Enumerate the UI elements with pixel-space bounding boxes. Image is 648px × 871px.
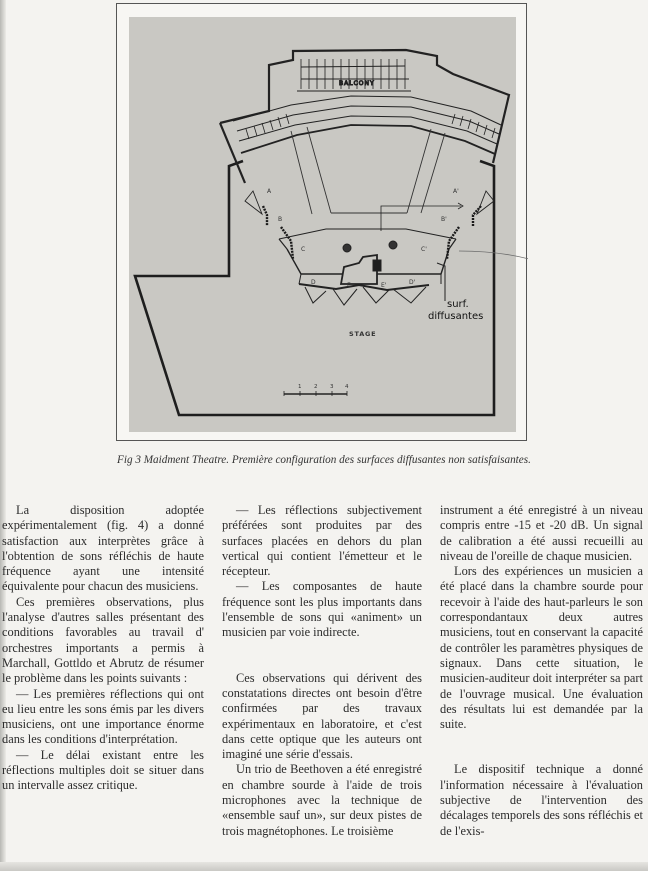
paragraph: La disposition adoptée expérimentalement (fig. 4) a donné satisfaction aux interprètes grâce à l'obtention de sons réfléchis de haute fréquence ayant une intensité équivalente pour chacun des musiciens. (2, 503, 204, 594)
svg-text:A': A' (453, 188, 459, 195)
figure-3-theatre-plan (116, 3, 527, 441)
svg-text:1: 1 (298, 384, 302, 390)
text-column-1 (2, 503, 204, 794)
theatre-floor-plan-drawing (117, 4, 528, 442)
paragraph: Le dispositif technique a donné l'information nécessaire à l'évaluation subjective de l'intervention des décalages temporels des sons réfléchis et de l'exis- (440, 762, 643, 838)
page-bottom-edge (0, 862, 648, 871)
paragraph: Lors des expériences un musicien a été placé dans la chambre sourde pour recevoir à l'aide des haut-parleurs le son correspondantaux deux autres musiciens, tout en conservant la capacité de contrôler les paramètres physiques de signaux. Dans cette situation, le musicien-auditeur doit interpréter sa part de l'ouvrage musical. Une évaluation des résultats lui est demandée par la suite. (440, 564, 643, 732)
svg-text:C': C' (421, 246, 427, 253)
paragraph: — Les réflections subjectivement préférées sont produites par des surfaces placées en dehors du plan vertical qui contient l'émetteur et le récepteur. (222, 503, 422, 579)
svg-text:B': B' (441, 216, 447, 223)
svg-text:C: C (301, 246, 306, 253)
svg-text:diffusantes: diffusantes (428, 311, 484, 322)
svg-text:D': D' (409, 279, 416, 286)
text-column-2 (222, 503, 422, 839)
paragraph: Ces observations qui dérivent des constatations directes ont besoin d'être confirmées par des travaux expérimentaux en laboratoire, et c'est dans cette optique que les auteurs ont imaginé une série d'essais. (222, 670, 422, 762)
svg-text:D: D (311, 279, 316, 286)
paragraph: — Les premières réflections qui ont eu lieu entre les sons émis par les divers musiciens, ont une importance énorme dans les conditions d'interprétation. (2, 686, 204, 747)
paragraph: — Les composantes de haute fréquence sont les plus importants dans l'ensemble de sons qui «animent» un musicien par voie indirecte. (222, 579, 422, 640)
svg-text:A: A (267, 188, 272, 195)
svg-text:E': E' (381, 282, 387, 289)
paragraph: Un trio de Beethoven a été enregistré en chambre sourde à l'aide de trois microphones avec la technique de «ensemble sauf un», sur deux pistes de trois magnétophones. Le troisième (222, 762, 422, 838)
paragraph: — Le délai existant entre les réflections multiples doit se situer dans un intervalle assez critique. (2, 747, 204, 793)
svg-text:E: E (347, 282, 351, 289)
svg-text:2: 2 (314, 384, 318, 390)
paragraph: Ces premières observations, plus l'analyse d'autres salles présentant des conditions favorables au travail d' orchestres importants a permis à Marchall, Gottldo et Abrutz de résumer le problème dans les points suivants : (2, 594, 204, 686)
svg-text:surf.: surf. (447, 299, 469, 310)
svg-text:BALCONY: BALCONY (339, 80, 375, 87)
paragraph: instrument a été enregistré à un niveau compris entre -15 et -20 dB. Un signal de calibration a été aussi recueilli au niveau de l'oreille de chaque musicien. (440, 503, 643, 563)
svg-text:B: B (278, 216, 283, 223)
svg-text:3: 3 (330, 384, 334, 390)
figure-caption: Fig 3 Maidment Theatre. Première configuration des surfaces diffusantes non satisfaisantes. (117, 454, 531, 466)
stage-label: STAGE (349, 330, 377, 338)
text-column-3 (440, 503, 643, 839)
svg-text:4: 4 (345, 384, 349, 390)
